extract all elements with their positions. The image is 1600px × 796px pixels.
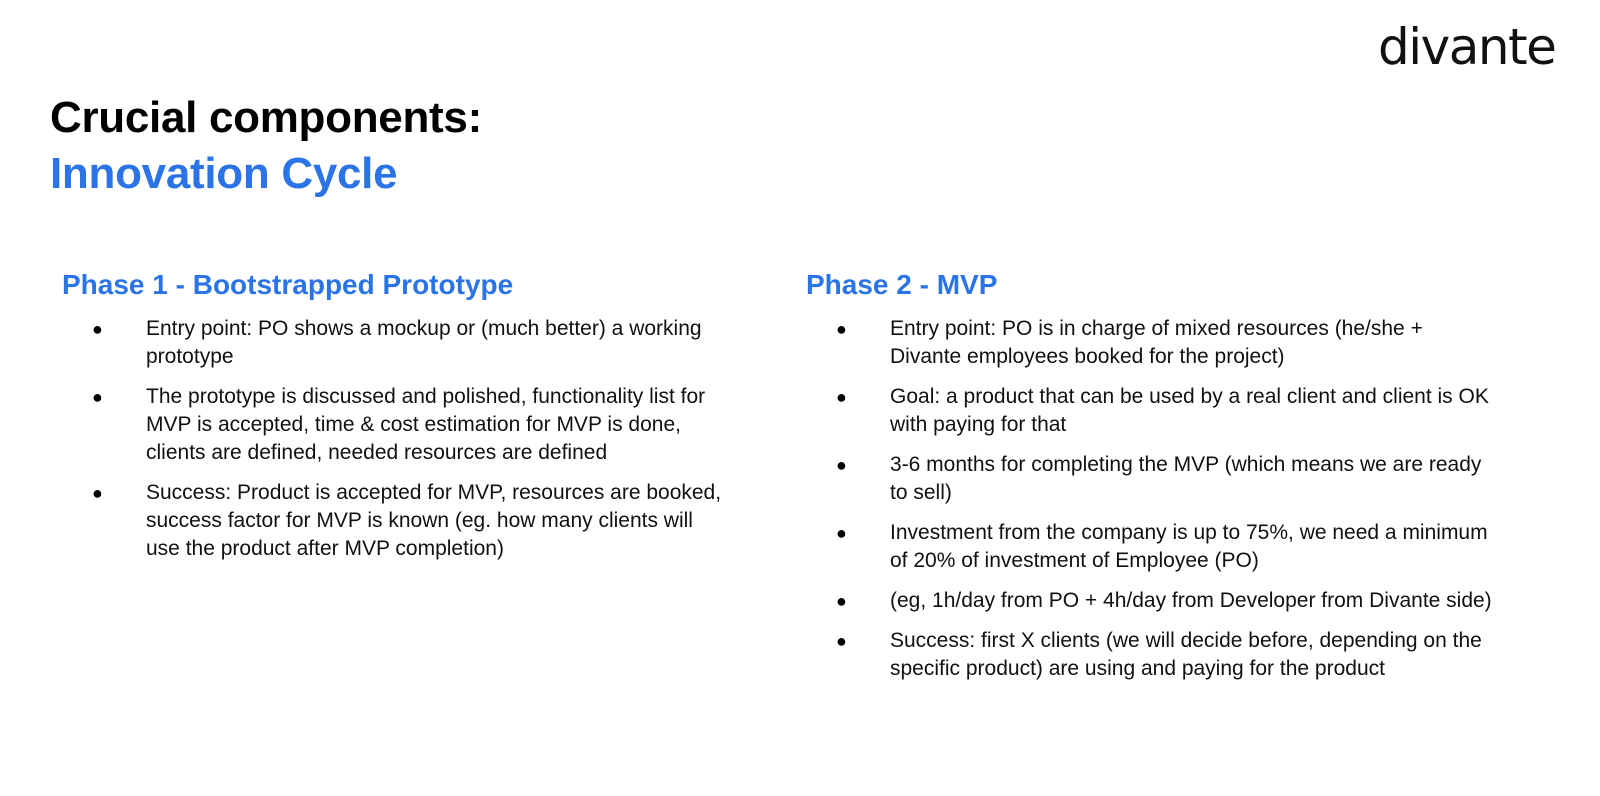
phase-2-bullet-text: Success: first X clients (we will decide before, depending on the specific product) are using and paying for the product [890, 629, 1482, 680]
phase-1-heading: Phase 1 - Bootstrapped Prototype [62, 269, 514, 300]
title-line-crucial-components: Crucial components: [50, 93, 482, 142]
phase-2-bullet-text: Investment from the company is up to 75%, we need a minimum of 20% of investment of Employee (PO) [890, 521, 1488, 572]
phase-1-column [62, 265, 722, 575]
slide-title [50, 90, 482, 202]
phase-1-bullet-text: Entry point: PO shows a mockup or (much better) a working prototype [146, 317, 702, 368]
bullet-dot-icon: ● [836, 455, 847, 475]
phase-2-bullet-item [806, 627, 1496, 683]
phase-2-bullet-item [806, 451, 1496, 507]
phase-1-bullet-item [62, 383, 722, 467]
title-line-innovation-cycle: Innovation Cycle [50, 149, 398, 198]
phase-2-bullet-list [806, 315, 1496, 683]
bullet-dot-icon: ● [836, 523, 847, 543]
phase-1-bullet-item [62, 315, 722, 371]
bullet-dot-icon: ● [836, 319, 847, 339]
bullet-dot-icon: ● [836, 591, 847, 611]
phase-1-bullet-text: The prototype is discussed and polished, functionality list for MVP is accepted, time & cost estimation for MVP is done, clients are defined, needed resources are defined [146, 385, 706, 464]
phase-1-bullet-text: Success: Product is accepted for MVP, resources are booked, success factor for MVP is known (eg. how many clients will use the product after MVP completion) [146, 481, 722, 560]
phase-2-column [806, 265, 1496, 695]
bullet-dot-icon: ● [92, 483, 103, 503]
phase-2-bullet-item [806, 315, 1496, 371]
phase-2-bullet-item [806, 587, 1496, 615]
phase-2-bullet-text: Goal: a product that can be used by a real client and client is OK with paying for that [890, 385, 1489, 436]
bullet-dot-icon: ● [836, 631, 847, 651]
phase-2-heading: Phase 2 - MVP [806, 269, 998, 300]
phase-2-bullet-text: (eg, 1h/day from PO + 4h/day from Developer from Divante side) [890, 589, 1492, 612]
bullet-dot-icon: ● [92, 319, 103, 339]
bullet-dot-icon: ● [836, 387, 847, 407]
phase-1-bullet-item [62, 479, 722, 563]
bullet-dot-icon: ● [92, 387, 103, 407]
divante-logo: divante [1378, 18, 1556, 76]
phase-2-bullet-item [806, 383, 1496, 439]
phase-1-bullet-list [62, 315, 722, 563]
phase-2-bullet-text: 3-6 months for completing the MVP (which means we are ready to sell) [890, 453, 1482, 504]
phase-2-bullet-text: Entry point: PO is in charge of mixed resources (he/she + Divante employees booked for the project) [890, 317, 1423, 368]
phase-2-bullet-item [806, 519, 1496, 575]
